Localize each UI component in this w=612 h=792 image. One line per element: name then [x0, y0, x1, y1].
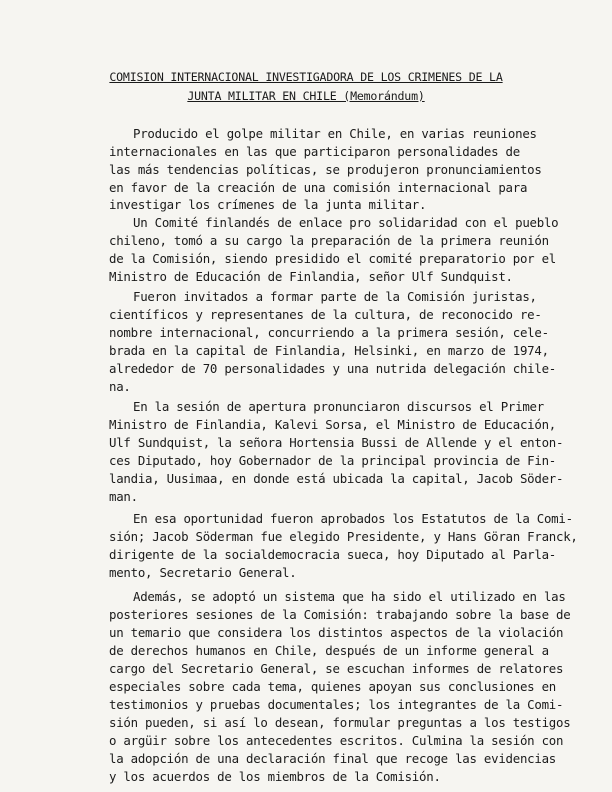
body-line: internacionales en las que participaron personalidades de	[109, 144, 520, 159]
body-line: las más tendencias políticas, se produjeron pronunciamientos	[109, 162, 542, 177]
body-line: en favor de la creación de una comisión internacional para	[109, 180, 528, 195]
body-line: o argüir sobre los antecedentes escritos. Culmina la sesión con	[109, 733, 564, 748]
body-line: Ministro de Educación de Finlandia, señor Ulf Sundquist.	[109, 269, 513, 284]
body-line: Además, se adoptó un sistema que ha sido el utilizado en las	[133, 589, 566, 604]
body-line: cargo del Secretario General, se escuchan informes de relatores	[109, 661, 564, 676]
body-line: un temario que considera los distintos aspectos de la violación	[109, 625, 564, 640]
body-line: posteriores sesiones de la Comisión: trabajando sobre la base de	[109, 607, 571, 622]
body-line: dirigente de la socialdemocracia sueca, hoy Diputado al Parla-	[109, 547, 557, 562]
document-title-line-1: COMISION INTERNACIONAL INVESTIGADORA DE LOS CRIMENES DE LA	[109, 70, 503, 84]
body-line: man.	[109, 489, 138, 504]
body-line: mento, Secretario General.	[109, 565, 297, 580]
body-line: Ulf Sundquist, la señora Hortensia Bussi de Allende y el enton-	[109, 435, 564, 450]
body-line: testimonios y pruebas documentales; los integrantes de la Comi-	[109, 697, 564, 712]
body-line: sión; Jacob Söderman fue elegido Presidente, y Hans Göran Franck,	[109, 529, 578, 544]
body-line: Producido el golpe militar en Chile, en varias reuniones	[133, 126, 537, 141]
body-line: Un Comité finlandés de enlace pro solidaridad con el pueblo	[133, 215, 559, 230]
body-line: de derechos humanos en Chile, después de un informe general a	[109, 643, 549, 658]
body-line: sión pueden, si así lo desean, formular preguntas a los testigos	[109, 715, 571, 730]
body-line: ces Diputado, hoy Gobernador de la principal provincia de Fin-	[109, 453, 557, 468]
body-line: En esa oportunidad fueron aprobados los Estatutos de la Comi-	[133, 511, 573, 526]
body-line: investigar los crímenes de la junta militar.	[109, 197, 427, 212]
body-line: nombre internacional, concurriendo a la primera sesión, cele-	[109, 325, 549, 340]
body-line: landia, Uusimaa, en donde está ubicada la capital, Jacob Söder-	[109, 471, 564, 486]
body-line: brada en la capital de Finlandia, Helsinki, en marzo de 1974,	[109, 343, 549, 358]
document-title-line-2: JUNTA MILITAR EN CHILE (Memorándum)	[187, 89, 425, 103]
body-line: y los acuerdos de los miembros de la Comisión.	[109, 769, 441, 784]
body-line: la adopción de una declaración final que recoge las evidencias	[109, 751, 557, 766]
body-line: especiales sobre cada tema, quienes apoyan sus conclusiones en	[109, 679, 557, 694]
body-line: En la sesión de apertura pronunciaron discursos el Primer	[133, 399, 544, 414]
body-line: Ministro de Finlandia, Kalevi Sorsa, el Ministro de Educación,	[109, 417, 557, 432]
body-line: chileno, tomó a su cargo la preparación de la primera reunión	[109, 233, 549, 248]
body-line: Fueron invitados a formar parte de la Comisión juristas,	[133, 289, 537, 304]
body-line: alrededor de 70 personalidades y una nutrida delegación chile-	[109, 361, 557, 376]
body-line: de la Comisión, siendo presidido el comité preparatorio por el	[109, 251, 557, 266]
body-line: científicos y representanes de la cultura, de reconocido re-	[109, 307, 542, 322]
body-line: na.	[109, 379, 131, 394]
